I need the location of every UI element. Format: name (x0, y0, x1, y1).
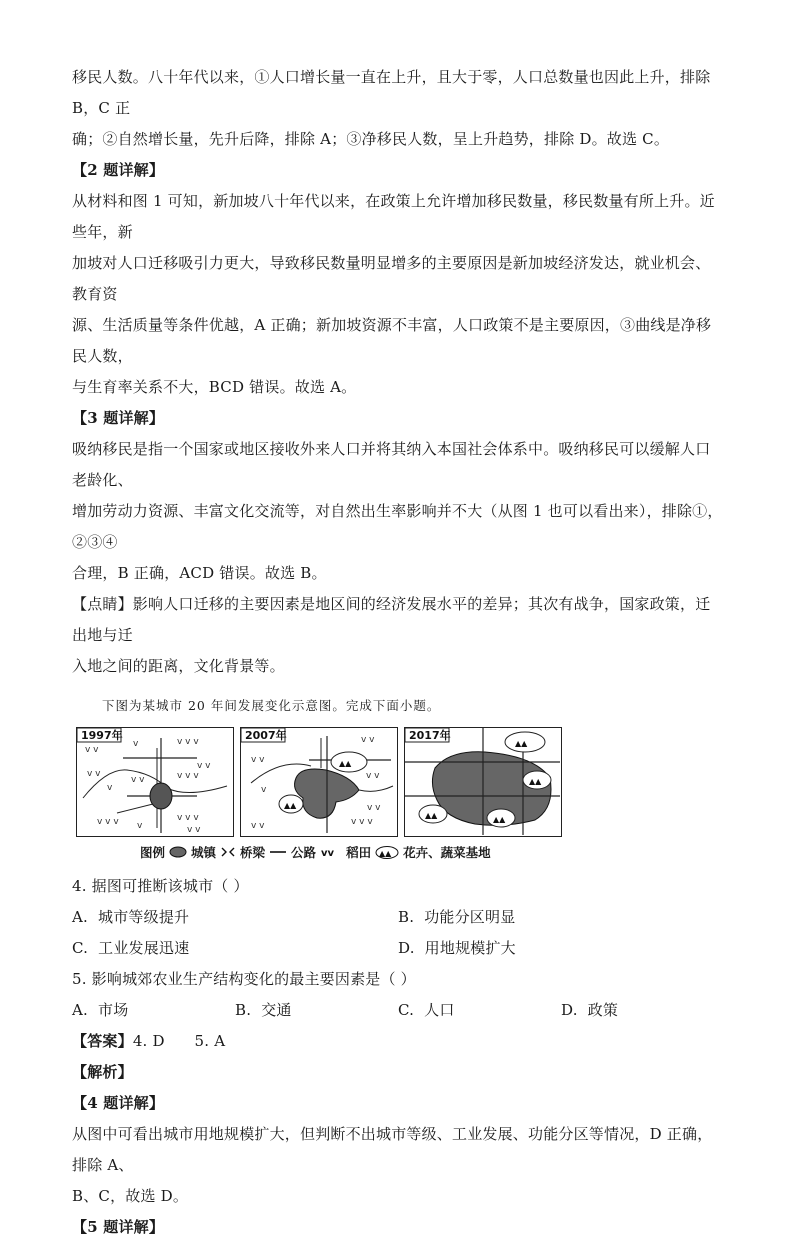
text-line: 与生育率关系不大，BCD 错误。故选 A。 (72, 378, 357, 396)
tip-line: 入地之间的距离，文化背景等。 (72, 657, 285, 675)
svg-text:v v: v v (197, 761, 211, 771)
svg-text:v v v: v v v (177, 813, 199, 823)
option-d[interactable]: D. 用地规模扩大 (398, 939, 516, 957)
svg-text:v v v: v v v (177, 771, 199, 781)
answer-text: 4. D 5. A (132, 1032, 226, 1050)
option-d[interactable]: D. 政策 (561, 1001, 619, 1019)
city-development-figure (76, 727, 572, 861)
legend-flower: 花卉、蔬菜基地 (403, 845, 491, 860)
legend-label: 图例 (140, 845, 166, 860)
svg-text:v: v (137, 821, 143, 831)
panel-year-label: 2017年 (409, 729, 451, 742)
svg-text:vv: vv (321, 848, 335, 858)
svg-text:▲▲: ▲▲ (339, 759, 352, 768)
option-a[interactable]: A. 城市等级提升 (72, 908, 190, 926)
question-4-stem: 4. 据图可推断该城市（ ） (72, 877, 249, 895)
legend-town: 城镇 (191, 845, 217, 860)
text-line: 源、生活质量等条件优越，A 正确；新加坡资源不丰富，人口政策不是主要原因，③曲线是净移民人数， (72, 316, 712, 365)
question-5-options (72, 995, 724, 1026)
svg-text:▲▲: ▲▲ (493, 815, 506, 824)
svg-text:v v v: v v v (177, 737, 199, 747)
question-5-stem: 5. 影响城郊农业生产结构变化的最主要因素是（ ） (72, 970, 416, 988)
figure-intro: 下图为某城市 20 年间发展变化示意图。完成下面小题。 (102, 698, 441, 713)
svg-text:v: v (107, 783, 113, 793)
svg-text:v v: v v (251, 755, 265, 765)
svg-text:v v v: v v v (97, 817, 119, 827)
map-panel-1997 (76, 727, 234, 837)
svg-text:v v: v v (251, 821, 265, 831)
map-panel-2017 (404, 727, 562, 837)
svg-text:v v: v v (131, 775, 145, 785)
legend-bridge: 桥梁 (240, 845, 266, 860)
rice-field-icon (320, 846, 342, 858)
panel-year-label: 1997年 (81, 729, 123, 742)
svg-text:▲▲: ▲▲ (425, 811, 438, 820)
text-line: 移民人数。八十年代以来，①人口增长量一直在上升，且大于零，人口总数量也因此上升，排除 B，C 正 (72, 68, 711, 117)
section-heading: 【2 题详解】 (72, 161, 165, 179)
svg-text:v v v: v v v (351, 817, 373, 827)
tip-line: 【点睛】影响人口迁移的主要因素是地区间的经济发展水平的差异；其次有战争，国家政策，迁出地与迁 (72, 595, 711, 644)
town-icon (169, 846, 187, 858)
figure-legend (76, 837, 572, 861)
road-icon (269, 846, 287, 858)
text-line: 从材料和图 1 可知，新加坡八十年代以来，在政策上允许增加移民数量，移民数量有所上升。近些年，新 (72, 192, 715, 241)
svg-text:v v: v v (87, 769, 101, 779)
text-line: B、C，故选 D。 (72, 1187, 189, 1205)
legend-road: 公路 (291, 845, 317, 860)
section-heading: 【3 题详解】 (72, 409, 165, 427)
section-heading: 【4 题详解】 (72, 1094, 165, 1112)
analysis-heading: 【解析】 (72, 1063, 133, 1081)
text-line: 从图中可看出城市用地规模扩大，但判断不出城市等级、工业发展、功能分区等情况，D 正确，排除 A、 (72, 1125, 713, 1174)
document-page (72, 62, 724, 1243)
text-line: 增加劳动力资源、丰富文化交流等，对自然出生率影响并不大（从图 1 也可以看出来），排除①，②③④ (72, 502, 723, 551)
flower-vegetable-base-icon (375, 846, 399, 859)
svg-text:v v: v v (361, 735, 375, 745)
svg-text:▲▲: ▲▲ (515, 739, 528, 748)
option-a[interactable]: A. 市场 (72, 1001, 129, 1019)
map-panel-2007 (240, 727, 398, 837)
answer-label: 【答案】 (72, 1032, 133, 1050)
svg-text:v v: v v (367, 803, 381, 813)
svg-text:▲▲: ▲▲ (379, 848, 392, 858)
svg-text:v: v (133, 739, 139, 749)
section-heading: 【5 题详解】 (72, 1218, 165, 1236)
answer-line (72, 1026, 724, 1057)
bridge-icon (220, 846, 236, 858)
option-c[interactable]: C. 工业发展迅速 (72, 939, 190, 957)
text-line: 合理，B 正确，ACD 错误。故选 B。 (72, 564, 327, 582)
question-4-options (72, 902, 724, 933)
option-b[interactable]: B. 功能分区明显 (398, 908, 516, 926)
text-line: 加坡对人口迁移吸引力更大，导致移民数量明显增多的主要原因是新加坡经济发达，就业机会、教育资 (72, 254, 711, 303)
legend-rice: 稻田 (346, 845, 372, 860)
svg-text:v v: v v (366, 771, 380, 781)
text-line: 吸纳移民是指一个国家或地区接收外来人口并将其纳入本国社会体系中。吸纳移民可以缓解人口老龄化、 (72, 440, 711, 489)
svg-text:▲▲: ▲▲ (529, 777, 542, 786)
svg-text:▲▲: ▲▲ (284, 801, 297, 810)
svg-text:v v: v v (85, 745, 99, 755)
panel-year-label: 2007年 (245, 729, 287, 742)
option-c[interactable]: C. 人口 (398, 1001, 455, 1019)
option-b[interactable]: B. 交通 (235, 1001, 292, 1019)
svg-text:v: v (261, 785, 267, 795)
text-line: 确；②自然增长量，先升后降，排除 A；③净移民人数，呈上升趋势，排除 D。故选 C。 (72, 130, 670, 148)
svg-text:v v: v v (187, 825, 201, 835)
